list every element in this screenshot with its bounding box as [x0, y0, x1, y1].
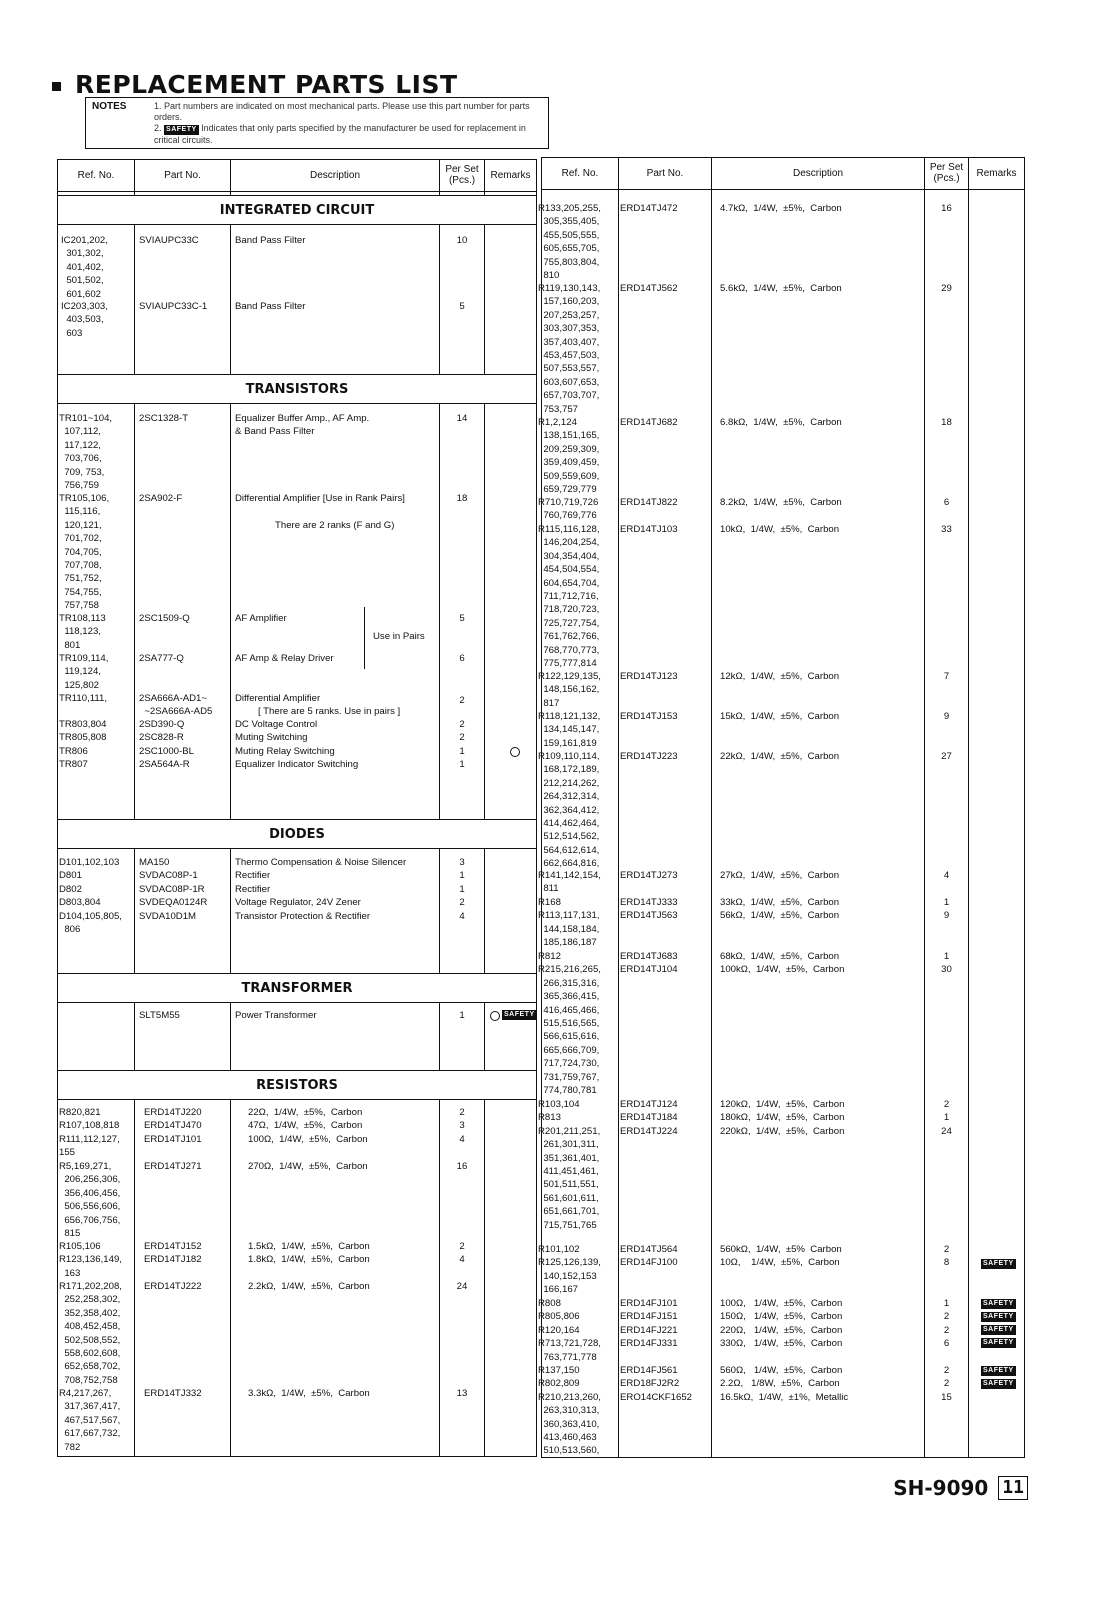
right-desc: 6.8kΩ, 1/4W, ±5%, Carbon — [720, 417, 842, 428]
transformer-desc: Power Transformer — [235, 1010, 317, 1021]
ic-desc: Band Pass Filter — [235, 301, 306, 312]
right-part: ERD14TJ124 ERD14TJ184 ERD14TJ224 — [620, 1099, 678, 1137]
resistor-desc: 1.5kΩ, 1/4W, ±5%, Carbon 1.8kΩ, 1/4W, ±5%, Carbon — [248, 1241, 370, 1266]
header-remarks: Remarks — [490, 169, 531, 181]
resistor-qty: 2 3 4 — [459, 1107, 465, 1145]
resistor-desc: 2.2kΩ, 1/4W, ±5%, Carbon — [248, 1281, 370, 1292]
note-1: 1. Part numbers are indicated on most mechanical parts. Please use this part number for parts orders. — [154, 101, 530, 122]
right-desc: 33kΩ, 1/4W, ±5%, Carbon 56kΩ, 1/4W, ±5%, Carbon — [720, 897, 840, 922]
right-desc: 120kΩ, 1/4W, ±5%, Carbon 180kΩ, 1/4W, ±5%, Carbon 220kΩ, 1/4W, ±5%, Carbon — [720, 1099, 845, 1137]
diode-desc: Thermo Compensation & Noise Silencer Rectifier Rectifier Voltage Regulator, 24V Zener Transistor Protection & Rectifier — [235, 857, 407, 922]
right-part: ERD14TJ682 — [620, 417, 678, 428]
tr-ref: TR101~104, 107,112, 117,122, 703,706, 709, 753, 756,759 — [59, 413, 113, 492]
remark-circle-icon — [510, 747, 520, 757]
resistor-qty: 24 — [456, 1281, 468, 1292]
safety-badge-icon: SAFETY — [983, 1339, 1014, 1346]
notes-box — [85, 97, 549, 149]
tr-ref: TR109,114, 119,124, 125,802 — [59, 653, 109, 691]
right-desc: 68kΩ, 1/4W, ±5%, Carbon 100kΩ, 1/4W, ±5%, Carbon — [720, 951, 845, 976]
tr-ref: TR105,106, 115,116, 120,121, 701,702, 704,705, 707,708, 751,752, 754,755, 757,758 — [59, 493, 110, 612]
right-desc: 560kΩ, 1/4W, ±5% Carbon 10Ω, 1/4W, ±5%, Carbon — [720, 1244, 842, 1269]
right-desc: 10kΩ, 1/4W, ±5%, Carbon — [720, 524, 840, 535]
safety-badge-icon: SAFETY — [983, 1300, 1014, 1307]
right-parts-table — [538, 157, 1025, 1458]
bullet-icon — [52, 82, 61, 91]
col-divider — [134, 160, 135, 1456]
right-qty: 18 — [941, 417, 952, 428]
remark-circle-icon — [490, 1011, 500, 1021]
right-part: ERD14TJ123 — [620, 671, 678, 682]
header-remarks: Remarks — [976, 167, 1017, 179]
right-desc: 15kΩ, 1/4W, ±5%, Carbon — [720, 711, 840, 722]
left-parts-table — [57, 159, 537, 1457]
safety-badge-icon: SAFETY — [983, 1380, 1014, 1387]
ic-ref: IC203,303, 403,503, 603 — [61, 301, 108, 339]
right-desc: 560Ω, 1/4W, ±5%, Carbon 2.2Ω, 1/8W, ±5%, Carbon 16.5kΩ, 1/4W, ±1%, Metallic — [720, 1365, 849, 1403]
right-qty: 6 — [943, 497, 950, 508]
right-desc: 100Ω, 1/4W, ±5%, Carbon 150Ω, 1/4W, ±5%, Carbon 220Ω, 1/4W, ±5%, Carbon 330Ω, 1/4W, ±5%, Carbon — [720, 1298, 843, 1350]
tr-ref: TR110,111, — [59, 693, 107, 704]
section-resistors: RESISTORS — [58, 1070, 536, 1100]
resistor-qty: 16 — [456, 1161, 468, 1172]
tr-qty: 5 — [459, 613, 465, 624]
right-part: ERD14TJ153 — [620, 711, 678, 722]
resistor-desc: 3.3kΩ, 1/4W, ±5%, Carbon — [248, 1388, 370, 1399]
tr-qty: 6 — [459, 653, 465, 664]
tr-desc: Differential Amplifier — [235, 693, 321, 704]
resistor-desc: 22Ω, 1/4W, ±5%, Carbon 47Ω, 1/4W, ±5%, Carbon 100Ω, 1/4W, ±5%, Carbon — [248, 1107, 368, 1145]
resistor-ref: R171,202,208, 252,258,302, 352,358,402, 408,452,458, 502,508,552, 558,602,608, 652,658,702, 708,752,758 — [59, 1281, 122, 1386]
right-part: ERD14TJ683 ERD14TJ104 — [620, 951, 678, 976]
ic-qty: 10 — [456, 235, 468, 246]
right-desc: 22kΩ, 1/4W, ±5%, Carbon — [720, 751, 840, 762]
tr-desc: Differential Amplifier [Use in Rank Pairs] — [235, 493, 405, 504]
resistor-qty: 13 — [456, 1388, 468, 1399]
section-transistors: TRANSISTORS — [58, 374, 536, 404]
header-part: Part No. — [646, 167, 684, 179]
page-number: 11 — [998, 1476, 1028, 1500]
tr-qty: 14 — [456, 413, 468, 424]
safety-badge-icon: SAFETY — [504, 1011, 535, 1018]
right-ref: R1,2,124 138,151,165, 209,259,309, 359,409,459, 509,559,609, 659,729,779 — [538, 417, 600, 496]
tr-desc: DC Voltage Control Muting Switching Muting Relay Switching Equalizer Indicator Switching — [235, 719, 359, 771]
right-ref: R109,110,114, 168,172,189, 212,214,262, 264,312,314, 362,364,412, 414,462,464, 512,514,562, 564,612,614, 662,664,816, — [538, 751, 600, 870]
right-ref: R115,116,128, 146,204,254, 304,354,404, 454,504,554, 604,654,704, 711,712,716, 718,720,723, 725,727,754, 761,762,766, 768,770,773, 775,777,814 — [538, 524, 600, 670]
right-ref: R122,129,135, 148,156,162, 817 — [538, 671, 601, 709]
right-qty: 2 8 — [943, 1244, 950, 1269]
ic-qty: 5 — [459, 301, 465, 312]
right-desc: 27kΩ, 1/4W, ±5%, Carbon — [720, 870, 840, 881]
header-desc: Description — [309, 169, 361, 181]
notes-label: NOTES — [92, 101, 127, 112]
tr-desc: AF Amplifier — [235, 613, 287, 624]
resistor-ref: R820,821 R107,108,818 R111,112,127, 155 — [59, 1107, 120, 1159]
resistor-qty: 2 4 — [459, 1241, 465, 1266]
right-ref: R137,150 R802,809 R210,213,260, 263,310,313, 360,363,410, 413,460,463 510,513,560, — [538, 1365, 601, 1457]
tr-part: 2SD390-Q 2SC828-R 2SC1000-BL 2SA564A-R — [139, 719, 194, 771]
tr-part: 2SC1328-T — [139, 413, 189, 424]
right-ref: R103,104 R813 R201,211,251, 261,301,311, 351,361,401, 411,451,461, 501,511,551, 561,601,611, 651,661,701, 715,751,765 — [538, 1099, 601, 1231]
right-desc: 5.6kΩ, 1/4W, ±5%, Carbon — [720, 283, 842, 294]
page-footer — [893, 1476, 1028, 1500]
right-qty: 1 9 — [943, 897, 950, 922]
header-perset: Per Set (Pcs.) — [929, 162, 964, 184]
safety-badge-icon: SAFETY — [983, 1313, 1014, 1320]
right-part: ERD14TJ564 ERD14FJ100 — [620, 1244, 678, 1269]
ic-part: SVIAUPC33C — [139, 235, 199, 246]
right-qty: 16 — [941, 203, 952, 214]
tr-qty: 18 — [456, 493, 468, 504]
tr-qty: 2 — [459, 695, 465, 706]
right-qty: 1 30 — [941, 951, 952, 976]
transformer-qty: 1 — [459, 1010, 465, 1021]
safety-badge-icon: SAFETY — [983, 1326, 1014, 1333]
right-ref: R812 R215,216,265, 266,315,316, 365,366,415, 416,465,466, 515,516,565, 566,615,616, 665,666,709, 717,724,730, 731,759,767, 774,780,781 — [538, 951, 601, 1097]
section-diodes: DIODES — [58, 819, 536, 849]
col-divider — [618, 158, 619, 1457]
right-part: ERD14TJ223 — [620, 751, 678, 762]
tr-qty: 2 2 1 1 — [459, 719, 465, 771]
right-ref: R101,102 R125,126,139, 140,152,153 166,167 — [538, 1244, 601, 1296]
right-ref: R141,142,154, 811 — [538, 870, 601, 895]
resistor-desc: 270Ω, 1/4W, ±5%, Carbon — [248, 1161, 368, 1172]
right-part: ERD14TJ472 — [620, 203, 678, 214]
right-desc: 4.7kΩ, 1/4W, ±5%, Carbon — [720, 203, 842, 214]
section-transformer: TRANSFORMER — [58, 973, 536, 1003]
note-2: 2. SAFETY Indicates that only parts specified by the manufacturer be used for replacement in critical circuits. — [154, 123, 526, 145]
use-in-pairs-label: Use in Pairs — [373, 631, 425, 642]
right-part: ERD14FJ561 ERD18FJ2R2 ERO14CKF1652 — [620, 1365, 692, 1403]
right-qty: 33 — [941, 524, 952, 535]
transformer-part: SLT5M55 — [139, 1010, 180, 1021]
right-part: ERD14FJ101 ERD14FJ151 ERD14FJ221 ERD14FJ331 — [620, 1298, 678, 1350]
right-qty: 29 — [941, 283, 952, 294]
header-ref: Ref. No. — [77, 169, 115, 181]
resistor-part: ERD14TJ271 — [144, 1161, 202, 1172]
right-part: ERD14TJ103 — [620, 524, 678, 535]
col-divider — [230, 160, 231, 1456]
tr-part: 2SA902-F — [139, 493, 183, 504]
right-ref: R710,719,726 760,769,776 — [538, 497, 599, 522]
safety-badge-icon: SAFETY — [983, 1260, 1014, 1267]
tr-desc: AF Amp & Relay Driver — [235, 653, 334, 664]
resistor-ref: R5,169,271, 206,256,306, 356,406,456, 506,556,606, 656,706,756, 815 — [59, 1161, 121, 1240]
right-ref: R118,121,132, 134,145,147, 159,161,819 — [538, 711, 601, 749]
right-qty: 2 1 24 — [941, 1099, 952, 1137]
tr-part: 2SC1509-Q — [139, 613, 190, 624]
header-divider — [542, 189, 1024, 190]
right-ref: R119,130,143, 157,160,203, 207,253,257, 303,307,353, 357,403,407, 453,457,503, 507,553,557, 603,607,653, 657,703,707, 753,757 — [538, 283, 601, 415]
resistor-part: ERD14TJ222 — [144, 1281, 202, 1292]
tr-part: 2SA666A-AD1~ ~2SA666A-AD5 — [139, 693, 213, 718]
right-desc: 8.2kΩ, 1/4W, ±5%, Carbon — [720, 497, 842, 508]
header-part: Part No. — [164, 169, 201, 181]
tr-desc: Equalizer Buffer Amp., AF Amp. & Band Pass Filter — [235, 413, 370, 438]
tr-part: 2SA777-Q — [139, 653, 184, 664]
right-part: ERD14TJ822 — [620, 497, 678, 508]
diode-part: MA150 SVDAC08P-1 SVDAC08P-1R SVDEQA0124R SVDA10D1M — [139, 857, 208, 922]
col-divider — [968, 158, 969, 1457]
ic-desc: Band Pass Filter — [235, 235, 306, 246]
col-divider — [711, 158, 712, 1457]
right-desc: 12kΩ, 1/4W, ±5%, Carbon — [720, 671, 840, 682]
right-qty: 9 — [943, 711, 950, 722]
model-number: SH-9090 — [893, 1476, 989, 1500]
resistor-part: ERD14TJ332 — [144, 1388, 202, 1399]
right-qty: 4 — [943, 870, 950, 881]
tr-desc-note: [ There are 5 ranks. Use in pairs ] — [258, 706, 401, 717]
resistor-ref: R4,217,267, 317,367,417, 467,517,567, 617,667,732, 782 — [59, 1388, 121, 1453]
header-desc: Description — [792, 167, 844, 179]
right-qty: 1 2 2 6 — [943, 1298, 950, 1350]
right-ref: R168 R113,117,131, 144,158,184, 185,186,187 — [538, 897, 600, 949]
ic-ref: IC201,202, 301,302, 401,402, 501,502, 601,602 — [61, 235, 108, 300]
right-ref: R133,205,255, 305,355,405, 455,505,555, 605,655,705, 755,803,804, 810 — [538, 203, 601, 282]
col-divider — [484, 160, 485, 1456]
right-part: ERD14TJ333 ERD14TJ563 — [620, 897, 678, 922]
tr-ref: TR803,804 TR805,808 TR806 TR807 — [59, 719, 107, 771]
resistor-ref: R105,106 R123,136,149, 163 — [59, 1241, 122, 1279]
safety-badge-icon: SAFETY — [166, 126, 197, 133]
resistor-part: ERD14TJ220 ERD14TJ470 ERD14TJ101 — [144, 1107, 202, 1145]
right-part: ERD14TJ273 — [620, 870, 678, 881]
right-ref: R808 R805,806 R120,164 R713,721,728, 763,771,778 — [538, 1298, 601, 1363]
ic-part: SVIAUPC33C-1 — [139, 301, 208, 312]
resistor-part: ERD14TJ152 ERD14TJ182 — [144, 1241, 202, 1266]
page-title: REPLACEMENT PARTS LIST — [52, 70, 458, 99]
right-qty: 27 — [941, 751, 952, 762]
header-perset: Per Set (Pcs.) — [445, 164, 479, 186]
header-divider — [58, 191, 536, 192]
right-qty: 7 — [943, 671, 950, 682]
section-integrated-circuit: INTEGRATED CIRCUIT — [58, 195, 536, 225]
diode-qty: 3 1 1 2 4 — [459, 857, 465, 922]
right-qty: 2 2 15 — [941, 1365, 952, 1403]
tr-desc-note: There are 2 ranks (F and G) — [275, 520, 395, 531]
use-in-pairs-bracket — [358, 607, 365, 669]
diode-ref: D101,102,103 D801 D802 D803,804 D104,105,805, 806 — [59, 857, 122, 936]
safety-badge-icon: SAFETY — [983, 1367, 1014, 1374]
right-part: ERD14TJ562 — [620, 283, 678, 294]
header-ref: Ref. No. — [561, 167, 599, 179]
tr-ref: TR108,113 118,123, 801 — [59, 613, 106, 651]
